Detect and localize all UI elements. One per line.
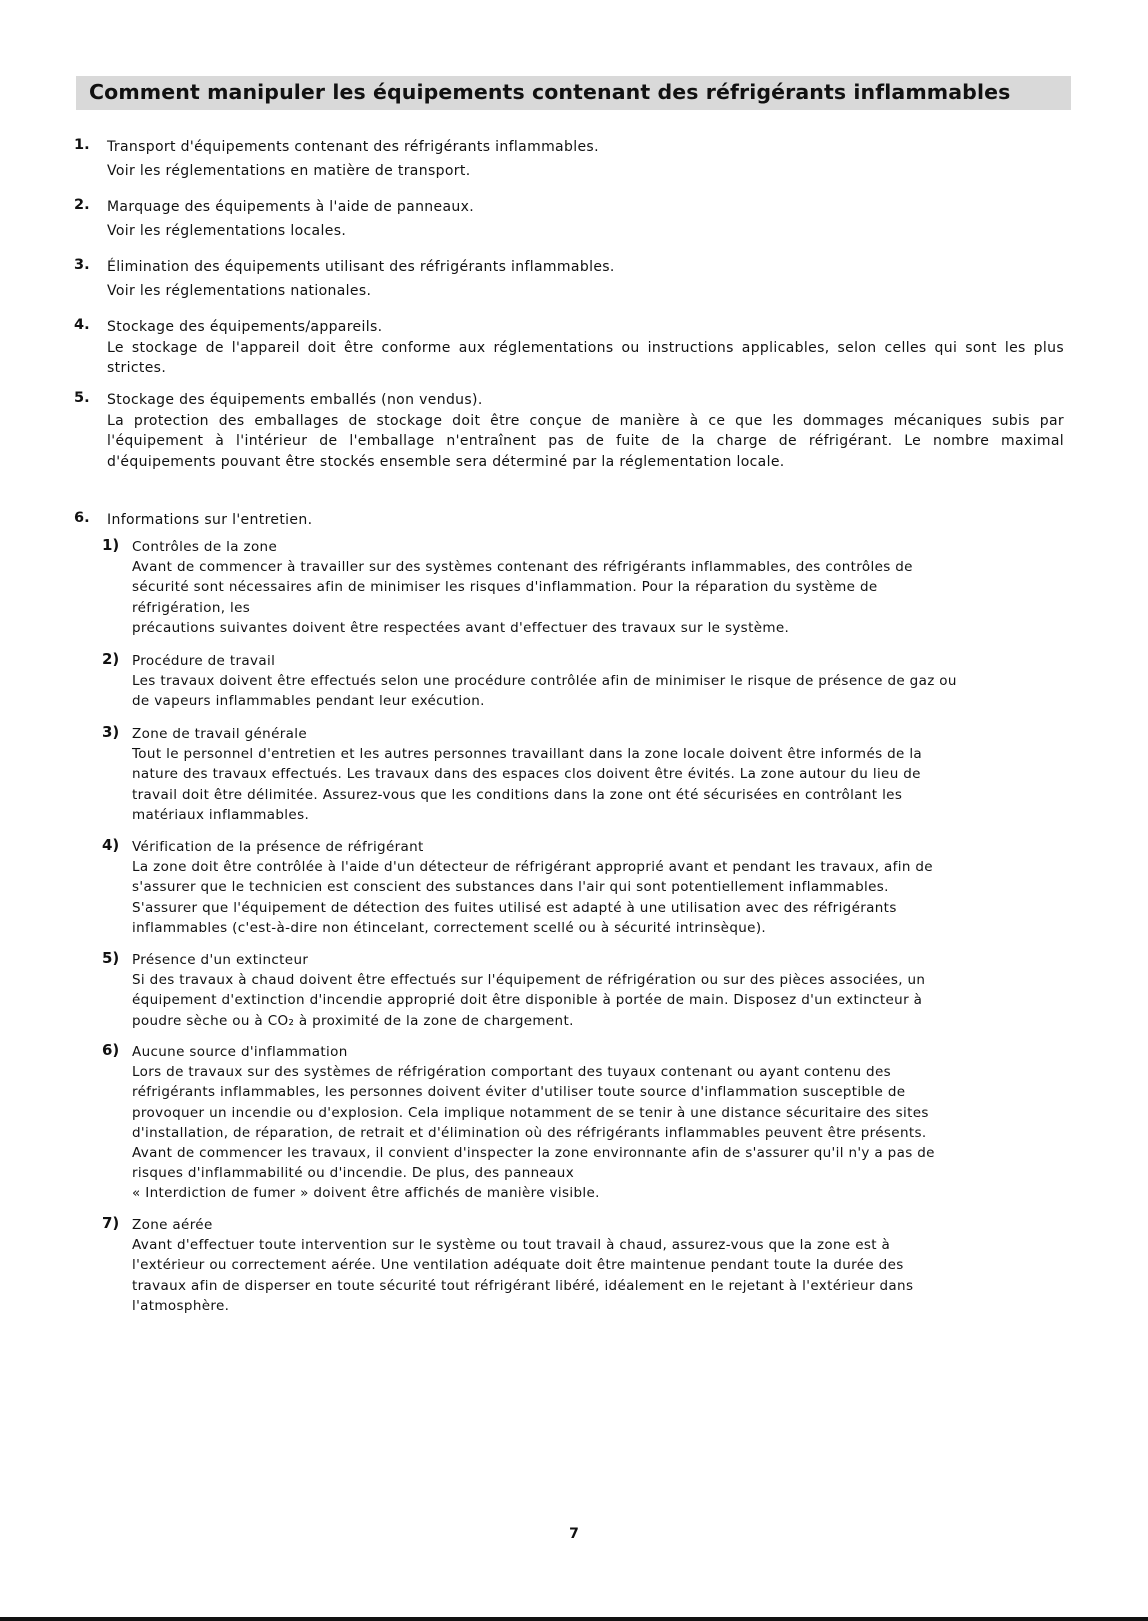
title-bar [76,76,1071,110]
text-line: de vapeurs inflammables pendant leur exécution. [132,693,485,710]
sub-item-text [132,970,1064,1031]
sub-item-number: 6) [102,1041,120,1059]
sub-item-heading: Vérification de la présence de réfrigérant [132,839,424,855]
page-title: Comment manipuler les équipements contenant des réfrigérants inflammables [89,80,1011,104]
text-line: Lors de travaux sur des systèmes de réfrigération comportant des tuyaux contenant ou ayant contenu des [132,1064,891,1081]
text-line: Avant de commencer les travaux, il convient d'inspecter la zone environnante afin de s'assurer qu'il n'y a pas de [132,1145,935,1162]
sub-item-body [132,1215,1064,1316]
item-body [107,510,1064,531]
text-line: travail doit être délimitée. Assurez-vous que les conditions dans la zone ont été sécurisées en contrôlant les [132,786,903,803]
sub-item-body [132,837,1064,938]
sub-item-body [132,537,1064,638]
text-line: réfrigérants inflammables, les personnes doivent éviter d'utiliser toute source d'inflammation susceptible de [132,1084,906,1101]
sub-item-heading: Procédure de travail [132,653,276,669]
text-line: Tout le personnel d'entretien et les autres personnes travaillant dans la zone locale doivent être informés de la [132,746,923,763]
sub-item-number: 5) [102,949,120,967]
sub-item-number: 1) [102,536,120,554]
page-number: 7 [569,1526,579,1542]
sub-item-text [132,557,1064,638]
item-text: Voir les réglementations locales. [107,222,347,239]
sub-item-heading: Contrôles de la zone [132,539,278,555]
sub-item-heading: Zone de travail générale [132,726,308,742]
item-heading: Élimination des équipements utilisant des réfrigérants inflammables. [107,259,615,275]
text-line: poudre sèche ou à CO₂ à proximité de la zone de chargement. [132,1012,574,1029]
sub-item-text [132,744,1064,825]
item-heading: Informations sur l'entretien. [107,512,313,528]
text-line: précautions suivantes doivent être respectées avant d'effectuer des travaux sur le système. [132,619,790,636]
item-number: 2. [74,197,90,213]
sub-item-heading: Présence d'un extincteur [132,952,309,968]
text-line: d'installation, de réparation, de retrait et d'élimination où des réfrigérants inflammables peuvent être présents. [132,1124,927,1141]
text-line: sécurité sont nécessaires afin de minimiser les risques d'inflammation. Pour la réparation du système de [132,579,878,596]
item-number: 5. [74,390,90,406]
text-line: l'extérieur ou correctement aérée. Une ventilation adéquate doit être maintenue pendant toute la durée des [132,1257,904,1274]
item-text: Le stockage de l'appareil doit être conforme aux réglementations ou instructions applicables, selon celles qui sont les plus strictes. [107,339,1064,376]
sub-item-body [132,950,1064,1031]
item-body [107,257,1064,301]
bottom-rule [0,1617,1148,1621]
text-line: Avant d'effectuer toute intervention sur le système ou tout travail à chaud, assurez-vous que la zone est à [132,1237,891,1254]
sub-item-heading: Zone aérée [132,1217,213,1233]
sub-item-body [132,651,1064,712]
item-number: 1. [74,137,90,153]
item-number: 3. [74,257,90,273]
sub-item-text [132,1235,1064,1316]
text-line: équipement d'extinction d'incendie approprié doit être disponible à portée de main. Disposez d'un extincteur à [132,992,923,1009]
item-body [107,390,1064,472]
text-line: Avant de commencer à travailler sur des systèmes contenant des réfrigérants inflammables, des contrôles de [132,559,913,576]
text-line: l'atmosphère. [132,1297,230,1314]
text-line: « Interdiction de fumer » doivent être affichés de manière visible. [132,1185,600,1202]
sub-item-body [132,1042,1064,1204]
text-line: provoquer un incendie ou d'explosion. Cela implique notamment de se tenir à une distance sécuritaire des sites [132,1104,929,1121]
item-text: Voir les réglementations en matière de transport. [107,162,471,179]
text-line: Les travaux doivent être effectués selon une procédure contrôlée afin de minimiser le risque de présence de gaz ou [132,673,957,690]
sub-item-text [132,857,1064,938]
sub-item-body [132,724,1064,825]
item-heading: Stockage des équipements emballés (non vendus). [107,392,483,408]
text-line: s'assurer que le technicien est conscient des substances dans l'air qui sont potentiellement inflammables. [132,879,889,896]
item-body [107,197,1064,241]
item-text: Voir les réglementations nationales. [107,282,372,299]
item-text: La protection des emballages de stockage doit être conçue de manière à ce que les dommages mécaniques subis par l'équipement à l'intérieur de l'emballage n'entraînent pas de fuite de la charge de réfrigérant. Le nombre maximal d'équipements pouvant être stockés ensemble sera déterminé par la réglementation locale. [107,412,1064,470]
text-line: La zone doit être contrôlée à l'aide d'un détecteur de réfrigérant approprié avant et pendant les travaux, afin de [132,859,933,876]
text-line: S'assurer que l'équipement de détection des fuites utilisé est adapté à une utilisation avec des réfrigérants [132,899,897,916]
sub-item-number: 7) [102,1214,120,1232]
text-line: nature des travaux effectués. Les travaux dans des espaces clos doivent être évités. La zone autour du lieu de [132,766,921,783]
text-line: risques d'inflammabilité ou d'incendie. De plus, des panneaux [132,1165,575,1182]
sub-item-heading: Aucune source d'inflammation [132,1044,348,1060]
sub-item-number: 4) [102,836,120,854]
sub-item-number: 3) [102,723,120,741]
text-line: matériaux inflammables. [132,806,310,823]
text-line: réfrigération, les [132,599,251,616]
item-number: 4. [74,317,90,333]
sub-item-text [132,1062,1064,1203]
item-heading: Transport d'équipements contenant des réfrigérants inflammables. [107,139,599,155]
item-body [107,317,1064,379]
sub-item-number: 2) [102,650,120,668]
text-line: inflammables (c'est-à-dire non étincelant, correctement scellé ou à sécurité intrinsèque). [132,919,767,936]
text-line: travaux afin de disperser en toute sécurité tout réfrigérant libéré, idéalement en le rejetant à l'extérieur dans [132,1277,914,1294]
item-body [107,137,1064,181]
item-number: 6. [74,510,90,526]
item-heading: Marquage des équipements à l'aide de panneaux. [107,199,475,215]
sub-item-text [132,671,1064,711]
text-line: Si des travaux à chaud doivent être effectués sur l'équipement de réfrigération ou sur des pièces associées, un [132,972,926,989]
item-heading: Stockage des équipements/appareils. [107,319,383,335]
